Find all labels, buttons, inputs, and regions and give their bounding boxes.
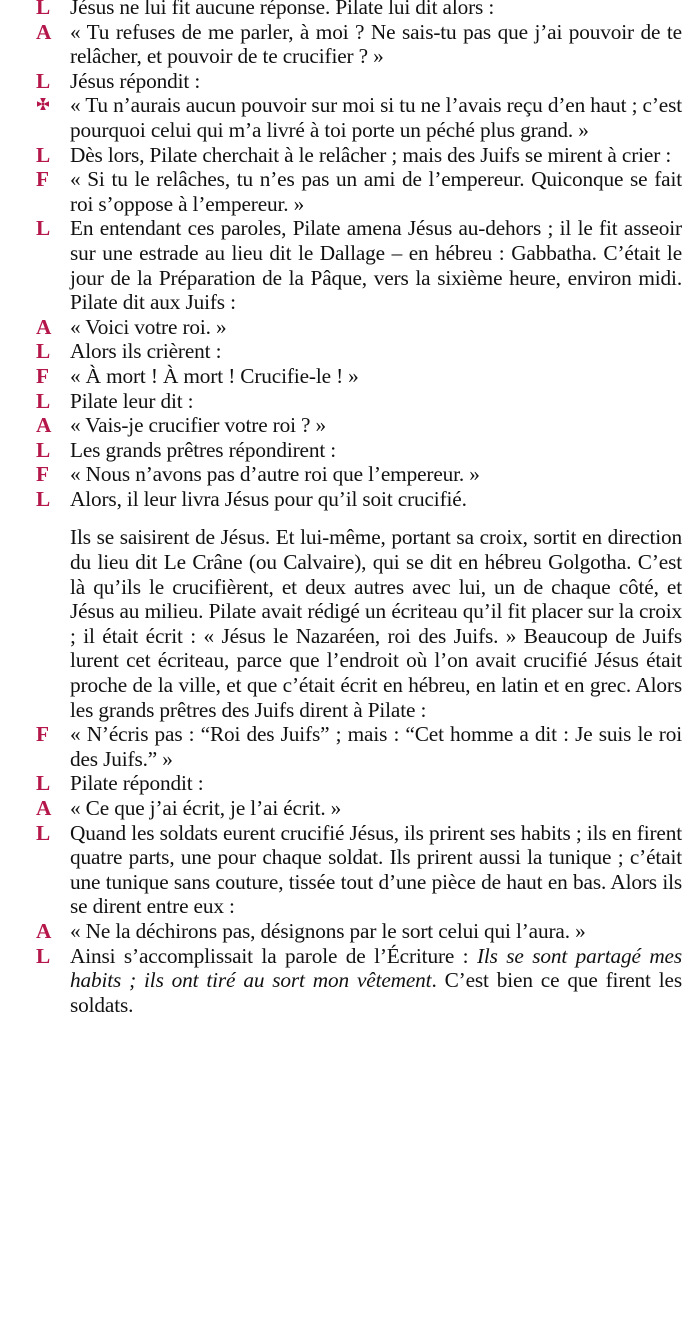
speaker-role-l: L	[36, 142, 51, 167]
speaker-role-l: L	[36, 486, 51, 511]
cross-pattee-icon	[37, 98, 49, 110]
passage-text: Alors ils crièrent :	[70, 339, 222, 364]
passage-text: « Voici votre roi. »	[70, 314, 227, 339]
passage-text: Quand les soldats eurent crucifié Jésus, ils prirent ses habits ; ils en firent quatre parts, une pour chaque soldat. Ils prirent aussi la tunique ; c’était une tunique sans couture, tissée tout d’une pièce de haut en bas. Alors ils se dirent entre eux :	[70, 820, 682, 919]
speaker-role-l: L	[36, 388, 51, 413]
speaker-role-f: F	[36, 462, 50, 487]
speaker-role-a: A	[36, 796, 52, 820]
passage-entry	[36, 339, 682, 364]
speaker-role-l: L	[36, 68, 51, 93]
passage-entry	[36, 796, 682, 821]
passage-entry	[36, 821, 682, 919]
speaker-role-a: A	[36, 918, 52, 943]
christ-cross-icon	[36, 93, 70, 118]
passage-text	[70, 944, 682, 1018]
paragraph-spacer	[36, 511, 682, 525]
speaker-role-l: L	[36, 771, 51, 796]
passage-entry	[36, 0, 682, 20]
passage-entry	[36, 143, 682, 168]
passage-entry	[36, 487, 682, 512]
speaker-role-a: A	[36, 19, 52, 44]
passage-text: « Si tu le relâches, tu n’es pas un ami de l’empereur. Quiconque se fait roi s’oppose à l’empereur. »	[70, 167, 682, 216]
passage-text: Jésus répondit :	[70, 68, 201, 93]
speaker-role-l: L	[36, 437, 51, 462]
passage-text-part: . C’est bien ce que firent les soldats.	[70, 968, 682, 1017]
passage-entry	[36, 167, 682, 216]
passage-text: « Tu n’aurais aucun pouvoir sur moi si tu ne l’avais reçu d’en haut ; c’est pourquoi celui qui m’a livré à toi porte un péché plus grand. »	[70, 93, 682, 142]
passage-text: « Ce que j’ai écrit, je l’ai écrit. »	[70, 796, 342, 820]
speaker-role-l: L	[36, 339, 51, 364]
passage-entry	[36, 216, 682, 314]
speaker-role-f: F	[36, 722, 50, 747]
passage-entry	[36, 525, 682, 722]
passage-text: « À mort ! À mort ! Crucifie-le ! »	[70, 363, 359, 388]
speaker-role-f: F	[36, 363, 50, 388]
passage-entry	[36, 69, 682, 94]
passage-entry	[36, 722, 682, 771]
passage-text: Ils se saisirent de Jésus. Et lui-même, portant sa croix, sortit en direction du lieu dit Le Crâne (ou Calvaire), qui se dit en hébreu Golgotha. C’est là qu’ils le crucifièrent, et deux autres avec lui, un de chaque côté, et Jésus au milieu. Pilate avait rédigé un écriteau qu’il fit placer sur la croix ; il était écrit : « Jésus le Nazaréen, roi des Juifs. » Beaucoup de Juifs lurent cet écriteau, parce que l’endroit où l’on avait crucifié Jésus était proche de la ville, et que c’était écrit en hébreu, en latin et en grec. Alors les grands prêtres des Juifs dirent à Pilate :	[70, 525, 682, 722]
speaker-role-l: L	[36, 943, 51, 968]
passage-entry	[36, 315, 682, 340]
passage-text: « N’écris pas : “Roi des Juifs” ; mais : “Cet homme a dit : Je suis le roi des Juifs.” »	[70, 722, 682, 771]
passage-text: Pilate répondit :	[70, 771, 204, 796]
speaker-role-l: L	[36, 820, 51, 845]
passage-entry	[36, 771, 682, 796]
passage-entry	[36, 413, 682, 438]
speaker-role-a: A	[36, 314, 52, 339]
speaker-role-a: A	[36, 413, 52, 438]
passage-text: Dès lors, Pilate cherchait à le relâcher ; mais des Juifs se mirent à crier :	[70, 142, 672, 167]
passage-text-part: Ainsi s’accomplissait la parole de l’Écriture :	[70, 943, 477, 968]
passage-entry	[36, 944, 682, 1018]
passage-text: Alors, il leur livra Jésus pour qu’il soit crucifié.	[70, 486, 467, 511]
speaker-role-l: L	[36, 0, 51, 19]
passage-text: Jésus ne lui fit aucune réponse. Pilate lui dit alors :	[70, 0, 495, 19]
passage-text: Les grands prêtres répondirent :	[70, 437, 337, 462]
passage-entry	[36, 919, 682, 944]
passage-entry	[36, 438, 682, 463]
passage-entry	[36, 389, 682, 414]
passage-text: « Nous n’avons pas d’autre roi que l’empereur. »	[70, 462, 480, 487]
passage-text: En entendant ces paroles, Pilate amena Jésus au-dehors ; il le fit asseoir sur une estrade au lieu dit le Dallage – en hébreu : Gabbatha. C’était le jour de la Préparation de la Pâque, vers la sixième heure, environ midi. Pilate dit aux Juifs :	[70, 216, 682, 315]
passage-text: « Ne la déchirons pas, désignons par le sort celui qui l’aura. »	[70, 918, 586, 943]
passage-entry	[36, 93, 682, 142]
speaker-role-f: F	[36, 167, 50, 192]
passage-entry	[36, 462, 682, 487]
passage-entry	[36, 20, 682, 69]
passage-text: « Vais-je crucifier votre roi ? »	[70, 413, 327, 438]
speaker-role-l: L	[36, 216, 51, 241]
passage-text: « Tu refuses de me parler, à moi ? Ne sais-tu pas que j’ai pouvoir de te relâcher, et pouvoir de te crucifier ? »	[70, 19, 682, 69]
passage-entry	[36, 364, 682, 389]
passage-text: Pilate leur dit :	[70, 388, 194, 413]
scripture-quote: Ils se sont partagé mes habits ; ils ont tiré au sort mon vêtement	[70, 943, 682, 993]
